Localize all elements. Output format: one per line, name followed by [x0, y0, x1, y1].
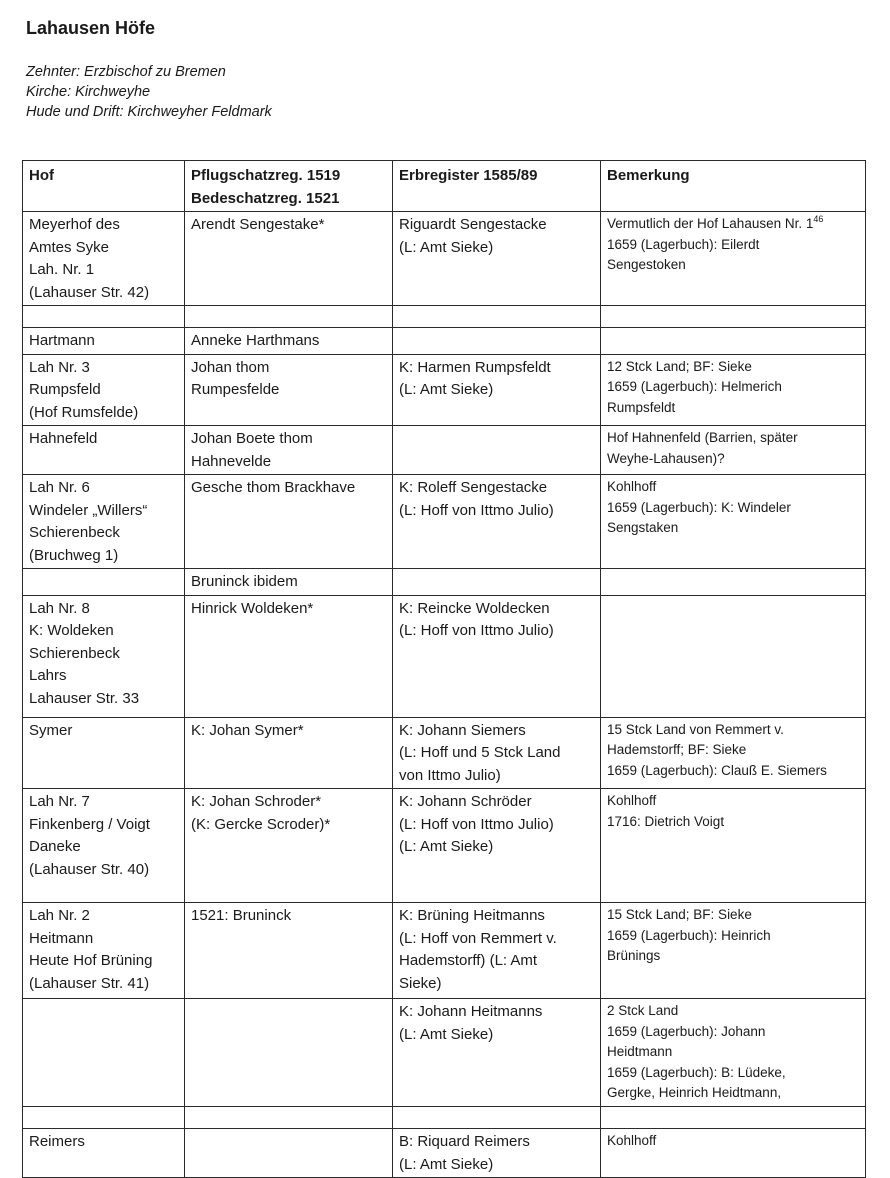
hof-line: Heute Hof Brüning	[29, 952, 153, 969]
table-row	[23, 903, 866, 999]
erbregister-line: (L: Amt Sieke)	[399, 381, 494, 398]
pflugschatz-cell	[185, 999, 393, 1107]
bemerkung-line: 1659 (Lagerbuch): Heinrich	[607, 927, 771, 943]
bemerkung-cell	[601, 354, 866, 426]
pflugschatz-cell	[185, 569, 393, 596]
pflugschatz-line: K: Johan Schroder*	[191, 793, 322, 810]
hof-line: Heitmann	[29, 929, 94, 947]
pflugschatz-line: (K: Gercke Scroder)*	[191, 815, 331, 833]
table-row	[23, 354, 866, 426]
bemerkung-cell	[601, 426, 866, 475]
bemerkung-cell	[601, 475, 866, 569]
table-row	[23, 426, 866, 475]
erbregister-cell	[393, 717, 601, 789]
bemerkung-line: 2 Stck Land	[607, 1003, 679, 1018]
hof-cell	[23, 1129, 185, 1178]
table-row	[23, 999, 866, 1107]
erbregister-cell	[393, 999, 601, 1107]
table-row	[23, 306, 866, 328]
pflugschatz-line: Hinrick Woldeken*	[191, 599, 314, 617]
erbregister-line: Hademstorff) (L: Amt	[399, 952, 538, 969]
erbregister-line: K: Roleff Sengestacke	[399, 479, 548, 496]
hof-line: Symer	[29, 721, 73, 739]
hof-cell	[23, 328, 185, 355]
erbregister-line: K: Johann Heitmanns	[399, 1003, 543, 1020]
erbregister-line: (L: Amt Sieke)	[399, 838, 494, 855]
erbregister-cell	[393, 212, 601, 306]
erbregister-line: K: Johann Schröder	[399, 793, 532, 810]
erbregister-line: B: Riquard Reimers	[399, 1133, 530, 1150]
footnote-marker: 46	[813, 214, 824, 224]
bemerkung-cell	[601, 903, 866, 999]
erbregister-line: (L: Amt Sieke)	[399, 238, 494, 256]
bemerkung-line: Sengstaken	[607, 520, 679, 535]
bemerkung-line: 1659 (Lagerbuch): Helmerich	[607, 379, 782, 394]
pflugschatz-line: Johan thom	[191, 358, 270, 376]
erbregister-line: K: Reincke Woldecken	[399, 599, 550, 617]
bemerkung-cell	[601, 1129, 866, 1178]
hof-line: Finkenberg / Voigt	[29, 815, 150, 833]
bemerkung-line: Brünings	[607, 948, 661, 963]
hof-line: (Hof Rumsfelde)	[29, 403, 139, 421]
pflugschatz-cell	[185, 354, 393, 426]
table-row	[23, 212, 866, 306]
hof-cell	[23, 595, 185, 717]
hof-line: Lah Nr. 6	[29, 479, 90, 496]
pflugschatz-line: Gesche thom Brackhave	[191, 479, 356, 496]
hof-cell	[23, 354, 185, 426]
erbregister-line: K: Johann Siemers	[399, 721, 526, 739]
bemerkung-line: 1659 (Lagerbuch): Clauß E. Siemers	[607, 762, 827, 778]
bemerkung-line: 12 Stck Land; BF: Sieke	[607, 358, 752, 374]
pflugschatz-cell	[185, 475, 393, 569]
bemerkung-line: Sengestoken	[607, 257, 686, 272]
hof-line: Rumpsfeld	[29, 381, 101, 398]
hof-cell	[23, 306, 185, 328]
hof-cell	[23, 717, 185, 789]
hof-line: (Lahauser Str. 40)	[29, 860, 150, 878]
bemerkung-line: Gergke, Heinrich Heidtmann,	[607, 1085, 782, 1100]
hof-cell	[23, 1107, 185, 1129]
hof-line: (Lahauser Str. 42)	[29, 283, 150, 301]
pflugschatz-line: Arendt Sengestake*	[191, 216, 325, 233]
hof-line: Daneke	[29, 838, 81, 855]
pflugschatz-cell	[185, 328, 393, 355]
bemerkung-cell	[601, 569, 866, 596]
hof-line: Windeler „Willers“	[29, 501, 148, 519]
hof-cell	[23, 999, 185, 1107]
bemerkung-cell	[601, 717, 866, 789]
hof-line: Hahnefeld	[29, 430, 98, 447]
erbregister-cell	[393, 595, 601, 717]
erbregister-line: (L: Amt Sieke)	[399, 1155, 494, 1173]
page-title: Lahausen Höfe	[26, 18, 156, 38]
hof-line: (Bruchweg 1)	[29, 546, 119, 564]
erbregister-cell	[393, 569, 601, 596]
header-pflugschatz-line-2: Bedeschatzreg. 1521	[191, 189, 340, 207]
erbregister-cell	[393, 306, 601, 328]
bemerkung-line: Weyhe-Lahausen)?	[607, 450, 725, 466]
zehnter-line: Zehnter: Erzbischof zu Bremen	[26, 64, 226, 80]
table-header-row	[23, 161, 866, 212]
pflugschatz-line: Bruninck ibidem	[191, 573, 298, 590]
erbregister-line: von Ittmo Julio)	[399, 766, 501, 784]
pflugschatz-cell	[185, 306, 393, 328]
bemerkung-line: Kohlhoff	[607, 793, 657, 808]
erbregister-cell	[393, 354, 601, 426]
erbregister-cell	[393, 1129, 601, 1178]
bemerkung-line: Kohlhoff	[607, 479, 657, 494]
erbregister-line: (L: Hoff von Ittmo Julio)	[399, 501, 554, 519]
erbregister-cell	[393, 789, 601, 903]
header-hof: Hof	[23, 161, 185, 212]
header-pflugschatz-line-1: Pflugschatzreg. 1519	[191, 167, 341, 184]
pflugschatz-cell	[185, 426, 393, 475]
hof-line: Hartmann	[29, 332, 95, 349]
hof-cell	[23, 569, 185, 596]
hof-cell	[23, 789, 185, 903]
bemerkung-line: 1659 (Lagerbuch): B: Lüdeke,	[607, 1064, 786, 1080]
bemerkung-cell	[601, 212, 866, 306]
kirche-line: Kirche: Kirchweyhe	[26, 84, 151, 100]
pflugschatz-cell	[185, 1129, 393, 1178]
pflugschatz-cell	[185, 717, 393, 789]
erbregister-line: K: Harmen Rumpsfeldt	[399, 358, 551, 376]
hof-line: Lah Nr. 3	[29, 358, 90, 376]
hof-line: Lahrs	[29, 667, 67, 684]
bemerkung-line: 1659 (Lagerbuch): Eilerdt	[607, 236, 760, 252]
hude-line: Hude und Drift: Kirchweyher Feldmark	[26, 104, 272, 120]
erbregister-line: (L: Amt Sieke)	[399, 1025, 494, 1043]
hof-line: Amtes Syke	[29, 238, 110, 256]
pflugschatz-line: 1521: Bruninck	[191, 907, 292, 924]
pflugschatz-cell	[185, 595, 393, 717]
table-row	[23, 595, 866, 717]
table-row	[23, 328, 866, 355]
table-row	[23, 789, 866, 903]
erbregister-cell	[393, 426, 601, 475]
erbregister-line: (L: Hoff und 5 Stck Land	[399, 744, 561, 761]
header-pflugschatz	[185, 161, 393, 212]
pflugschatz-cell	[185, 1107, 393, 1129]
hof-line: Schierenbeck	[29, 644, 120, 662]
hof-cell	[23, 426, 185, 475]
bemerkung-line: 15 Stck Land von Remmert v.	[607, 721, 784, 737]
bemerkung-cell	[601, 595, 866, 717]
erbregister-line: Riguardt Sengestacke	[399, 216, 547, 233]
erbregister-line: (L: Hoff von Ittmo Julio)	[399, 815, 554, 833]
hof-line: Lah Nr. 7	[29, 793, 90, 810]
hof-line: Meyerhof des	[29, 216, 120, 233]
hof-cell	[23, 212, 185, 306]
pflugschatz-line: K: Johan Symer*	[191, 721, 304, 739]
bemerkung-cell	[601, 1107, 866, 1129]
erbregister-cell	[393, 903, 601, 999]
bemerkung-line: Rumpsfeldt	[607, 399, 676, 415]
hof-line: Reimers	[29, 1133, 85, 1150]
hof-line: K: Woldeken	[29, 622, 114, 639]
table-row	[23, 1129, 866, 1178]
bemerkung-line: Heidtmann	[607, 1044, 673, 1059]
table-row	[23, 475, 866, 569]
header-erbregister: Erbregister 1585/89	[393, 161, 601, 212]
hof-line: Lah. Nr. 1	[29, 261, 95, 278]
hof-cell	[23, 903, 185, 999]
hof-line: Lah Nr. 8	[29, 599, 90, 617]
pflugschatz-line: Rumpesfelde	[191, 381, 280, 398]
bemerkung-line: Kohlhoff	[607, 1133, 657, 1148]
bemerkung-cell	[601, 306, 866, 328]
hof-line: Schierenbeck	[29, 524, 120, 541]
hof-line: Lah Nr. 2	[29, 907, 90, 924]
bemerkung-line: 1659 (Lagerbuch): K: Windeler	[607, 499, 791, 515]
bemerkung-line: 1716: Dietrich Voigt	[607, 813, 725, 829]
erbregister-line: Sieke)	[399, 974, 442, 992]
pflugschatz-line: Anneke Harthmans	[191, 332, 320, 349]
erbregister-line: (L: Hoff von Remmert v.	[399, 929, 557, 947]
bemerkung-line: Vermutlich der Hof Lahausen Nr. $1^{46}$	[607, 214, 824, 231]
bemerkung-cell	[601, 999, 866, 1107]
erbregister-cell	[393, 328, 601, 355]
erbregister-cell	[393, 475, 601, 569]
pflugschatz-line: Hahnevelde	[191, 452, 272, 470]
bemerkung-line: Hademstorff; BF: Sieke	[607, 742, 747, 757]
table-row	[23, 1107, 866, 1129]
table-body	[23, 212, 866, 1178]
pflugschatz-cell	[185, 903, 393, 999]
erbregister-line: (L: Hoff von Ittmo Julio)	[399, 622, 554, 639]
erbregister-line: K: Brüning Heitmanns	[399, 907, 545, 924]
table-row	[23, 569, 866, 596]
pflugschatz-line: Johan Boete thom	[191, 430, 313, 447]
bemerkung-line: 15 Stck Land; BF: Sieke	[607, 907, 752, 922]
pflugschatz-cell	[185, 212, 393, 306]
hof-line: Lahauser Str. 33	[29, 689, 140, 707]
erbregister-cell	[393, 1107, 601, 1129]
bemerkung-line: Hof Hahnenfeld (Barrien, später	[607, 430, 798, 445]
hof-cell	[23, 475, 185, 569]
bemerkung-cell	[601, 328, 866, 355]
header-bemerkung: Bemerkung	[601, 161, 866, 212]
hoefe-table	[22, 160, 866, 1178]
bemerkung-line: 1659 (Lagerbuch): Johann	[607, 1023, 766, 1039]
metadata-block	[26, 62, 272, 122]
bemerkung-cell	[601, 789, 866, 903]
hof-line: (Lahauser Str. 41)	[29, 974, 150, 992]
pflugschatz-cell	[185, 789, 393, 903]
table-row	[23, 717, 866, 789]
